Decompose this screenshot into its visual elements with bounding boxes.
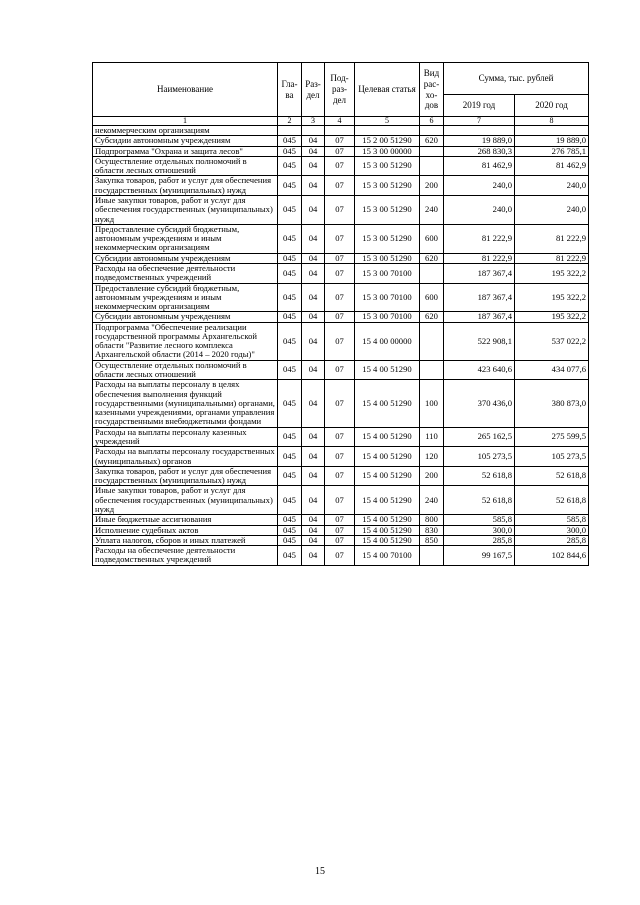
table-row (93, 322, 589, 360)
row-razdel: 04 (302, 136, 325, 146)
table-row (93, 156, 589, 176)
table-row (93, 447, 589, 467)
row-vid (420, 156, 444, 176)
row-name: Предоставление субсидий бюджетным, автономным учреждениям и иным некоммерческим организациям (93, 224, 278, 253)
row-sum-2019: 285,8 (444, 535, 515, 545)
row-sum-2019: 81 222,9 (444, 253, 515, 263)
budget-table (92, 62, 589, 566)
row-sum-2019: 52 618,8 (444, 486, 515, 515)
row-razdel: 04 (302, 447, 325, 467)
row-sum-2019: 99 167,5 (444, 546, 515, 566)
row-sum-2020 (515, 126, 589, 136)
row-glava: 045 (278, 535, 302, 545)
header-podrazdel: Под-раз-дел (325, 63, 355, 117)
row-target: 15 4 00 51290 (355, 380, 420, 427)
column-number: 3 (302, 117, 325, 126)
row-sum-2019: 187 367,4 (444, 312, 515, 322)
column-number: 6 (420, 117, 444, 126)
row-vid (420, 263, 444, 283)
header-razdel: Раз-дел (302, 63, 325, 117)
row-sum-2019: 522 908,1 (444, 322, 515, 360)
row-glava: 045 (278, 380, 302, 427)
row-sum-2019: 81 462,9 (444, 156, 515, 176)
row-podrazdel: 07 (325, 176, 355, 196)
header-name: Наименование (93, 63, 278, 117)
row-target: 15 3 00 51290 (355, 224, 420, 253)
row-razdel: 04 (302, 427, 325, 447)
row-sum-2020: 275 599,5 (515, 427, 589, 447)
row-podrazdel: 07 (325, 156, 355, 176)
row-vid: 110 (420, 427, 444, 447)
row-sum-2020: 195 322,2 (515, 312, 589, 322)
row-razdel: 04 (302, 380, 325, 427)
row-name: Подпрограмма "Обеспечение реализации государственной программы Архангельской области "Развитие лесного комплекса Архангельской области (2014 – 2020 годы)" (93, 322, 278, 360)
row-sum-2020: 81 222,9 (515, 224, 589, 253)
row-target: 15 3 00 51290 (355, 156, 420, 176)
row-glava: 045 (278, 253, 302, 263)
row-razdel: 04 (302, 253, 325, 263)
header-vid: Вид рас-хо-дов (420, 63, 444, 117)
row-sum-2020: 105 273,5 (515, 447, 589, 467)
table-row (93, 486, 589, 515)
header-year-2019: 2019 год (444, 95, 515, 117)
row-name: Расходы на выплаты персоналу казенных учреждений (93, 427, 278, 447)
row-sum-2020: 52 618,8 (515, 486, 589, 515)
table-row (93, 146, 589, 156)
row-target: 15 4 00 51290 (355, 535, 420, 545)
row-sum-2019: 81 222,9 (444, 224, 515, 253)
row-name: Субсидии автономным учреждениям (93, 136, 278, 146)
row-sum-2019: 370 436,0 (444, 380, 515, 427)
row-podrazdel: 07 (325, 322, 355, 360)
row-razdel: 04 (302, 283, 325, 312)
table-row (93, 535, 589, 545)
header-year-2020: 2020 год (515, 95, 589, 117)
row-sum-2019: 105 273,5 (444, 447, 515, 467)
row-name: Осуществление отдельных полномочий в области лесных отношений (93, 156, 278, 176)
row-sum-2019: 240,0 (444, 176, 515, 196)
row-sum-2020: 380 873,0 (515, 380, 589, 427)
table-row (93, 380, 589, 427)
row-sum-2019: 187 367,4 (444, 283, 515, 312)
table-row (93, 466, 589, 486)
row-name: Расходы на выплаты персоналу государственных (муниципальных) органов (93, 447, 278, 467)
row-podrazdel: 07 (325, 360, 355, 380)
row-razdel: 04 (302, 546, 325, 566)
row-name: Иные закупки товаров, работ и услуг для обеспечения государственных (муниципальных) нужд (93, 486, 278, 515)
row-glava: 045 (278, 546, 302, 566)
row-vid: 600 (420, 283, 444, 312)
row-glava: 045 (278, 322, 302, 360)
row-name: Субсидии автономным учреждениям (93, 253, 278, 263)
row-razdel: 04 (302, 263, 325, 283)
row-glava: 045 (278, 176, 302, 196)
column-number: 8 (515, 117, 589, 126)
row-glava (278, 126, 302, 136)
row-glava: 045 (278, 263, 302, 283)
row-podrazdel (325, 126, 355, 136)
row-razdel: 04 (302, 322, 325, 360)
table-row (93, 176, 589, 196)
row-glava: 045 (278, 136, 302, 146)
row-podrazdel: 07 (325, 195, 355, 224)
row-sum-2019: 300,0 (444, 525, 515, 535)
row-glava: 045 (278, 447, 302, 467)
row-sum-2020: 19 889,0 (515, 136, 589, 146)
row-name: Предоставление субсидий бюджетным, автономным учреждениям и иным некоммерческим организациям (93, 283, 278, 312)
row-sum-2020: 240,0 (515, 195, 589, 224)
row-target: 15 4 00 70100 (355, 546, 420, 566)
row-sum-2019: 19 889,0 (444, 136, 515, 146)
row-name: Иные закупки товаров, работ и услуг для обеспечения государственных (муниципальных) нужд (93, 195, 278, 224)
row-vid: 600 (420, 224, 444, 253)
row-glava: 045 (278, 466, 302, 486)
row-sum-2020: 81 222,9 (515, 253, 589, 263)
row-razdel: 04 (302, 146, 325, 156)
row-target: 15 4 00 51290 (355, 486, 420, 515)
row-glava: 045 (278, 427, 302, 447)
row-sum-2020: 537 022,2 (515, 322, 589, 360)
row-target: 15 4 00 51290 (355, 466, 420, 486)
row-name: Расходы на выплаты персоналу в целях обеспечения выполнения функций государственными (муниципальными) органами, казенными учреждениями, органами управления государственными внебюджетными фондами (93, 380, 278, 427)
row-podrazdel: 07 (325, 447, 355, 467)
row-sum-2020: 276 785,1 (515, 146, 589, 156)
column-number: 7 (444, 117, 515, 126)
row-sum-2020: 195 322,2 (515, 283, 589, 312)
page-number: 15 (315, 866, 325, 877)
row-target: 15 3 00 70100 (355, 283, 420, 312)
table-row (93, 360, 589, 380)
row-glava: 045 (278, 146, 302, 156)
row-podrazdel: 07 (325, 263, 355, 283)
row-podrazdel: 07 (325, 466, 355, 486)
row-podrazdel: 07 (325, 283, 355, 312)
row-sum-2019: 52 618,8 (444, 466, 515, 486)
row-target: 15 4 00 51290 (355, 360, 420, 380)
row-vid: 620 (420, 312, 444, 322)
row-razdel: 04 (302, 176, 325, 196)
table-row (93, 546, 589, 566)
row-glava: 045 (278, 312, 302, 322)
row-vid: 240 (420, 195, 444, 224)
row-razdel: 04 (302, 312, 325, 322)
row-glava: 045 (278, 283, 302, 312)
row-sum-2019 (444, 126, 515, 136)
row-vid: 200 (420, 466, 444, 486)
table-row (93, 136, 589, 146)
header-glava: Гла-ва (278, 63, 302, 117)
table-row (93, 525, 589, 535)
row-vid: 620 (420, 253, 444, 263)
column-number: 4 (325, 117, 355, 126)
row-podrazdel: 07 (325, 535, 355, 545)
row-sum-2020: 102 844,6 (515, 546, 589, 566)
row-target: 15 4 00 51290 (355, 525, 420, 535)
row-sum-2020: 434 077,6 (515, 360, 589, 380)
row-podrazdel: 07 (325, 515, 355, 525)
row-name: некоммерческим организациям (93, 126, 278, 136)
row-razdel: 04 (302, 525, 325, 535)
row-target: 15 2 00 51290 (355, 136, 420, 146)
column-number-row (93, 117, 589, 126)
row-glava: 045 (278, 515, 302, 525)
row-vid: 240 (420, 486, 444, 515)
row-podrazdel: 07 (325, 546, 355, 566)
row-target: 15 3 00 70100 (355, 263, 420, 283)
row-podrazdel: 07 (325, 146, 355, 156)
row-name: Закупка товаров, работ и услуг для обеспечения государственных (муниципальных) нужд (93, 466, 278, 486)
header-target: Целевая статья (355, 63, 420, 117)
row-glava: 045 (278, 486, 302, 515)
row-sum-2019: 265 162,5 (444, 427, 515, 447)
row-podrazdel: 07 (325, 136, 355, 146)
row-sum-2019: 187 367,4 (444, 263, 515, 283)
row-vid: 830 (420, 525, 444, 535)
row-name: Закупка товаров, работ и услуг для обеспечения государственных (муниципальных) нужд (93, 176, 278, 196)
row-name: Осуществление отдельных полномочий в области лесных отношений (93, 360, 278, 380)
row-vid: 620 (420, 136, 444, 146)
table-row (93, 312, 589, 322)
row-razdel: 04 (302, 515, 325, 525)
row-razdel: 04 (302, 466, 325, 486)
row-vid (420, 546, 444, 566)
column-number: 5 (355, 117, 420, 126)
table-row (93, 224, 589, 253)
row-name: Расходы на обеспечение деятельности подведомственных учреждений (93, 263, 278, 283)
row-razdel: 04 (302, 486, 325, 515)
row-glava: 045 (278, 224, 302, 253)
row-sum-2020: 585,8 (515, 515, 589, 525)
row-glava: 045 (278, 525, 302, 535)
row-target: 15 4 00 00000 (355, 322, 420, 360)
row-vid (420, 322, 444, 360)
row-name: Иные бюджетные ассигнования (93, 515, 278, 525)
table-row (93, 126, 589, 136)
row-vid: 850 (420, 535, 444, 545)
row-name: Субсидии автономным учреждениям (93, 312, 278, 322)
row-sum-2020: 81 462,9 (515, 156, 589, 176)
row-name: Уплата налогов, сборов и иных платежей (93, 535, 278, 545)
row-razdel: 04 (302, 535, 325, 545)
row-razdel: 04 (302, 156, 325, 176)
row-glava: 045 (278, 195, 302, 224)
row-vid: 120 (420, 447, 444, 467)
row-target (355, 126, 420, 136)
column-number: 2 (278, 117, 302, 126)
row-vid: 800 (420, 515, 444, 525)
row-name: Расходы на обеспечение деятельности подведомственных учреждений (93, 546, 278, 566)
row-sum-2020: 285,8 (515, 535, 589, 545)
header-sum: Сумма, тыс. рублей (444, 63, 589, 95)
row-vid (420, 126, 444, 136)
row-razdel (302, 126, 325, 136)
row-razdel: 04 (302, 360, 325, 380)
row-vid: 200 (420, 176, 444, 196)
row-sum-2019: 585,8 (444, 515, 515, 525)
row-target: 15 4 00 51290 (355, 427, 420, 447)
row-target: 15 4 00 51290 (355, 447, 420, 467)
row-name: Исполнение судебных актов (93, 525, 278, 535)
row-podrazdel: 07 (325, 427, 355, 447)
row-podrazdel: 07 (325, 380, 355, 427)
row-vid (420, 146, 444, 156)
row-sum-2019: 423 640,6 (444, 360, 515, 380)
row-target: 15 3 00 70100 (355, 312, 420, 322)
row-target: 15 3 00 51290 (355, 195, 420, 224)
row-podrazdel: 07 (325, 224, 355, 253)
row-sum-2020: 52 618,8 (515, 466, 589, 486)
row-sum-2019: 268 830,3 (444, 146, 515, 156)
row-vid (420, 360, 444, 380)
row-target: 15 3 00 51290 (355, 253, 420, 263)
row-podrazdel: 07 (325, 525, 355, 535)
table-row (93, 427, 589, 447)
row-glava: 045 (278, 360, 302, 380)
row-sum-2020: 240,0 (515, 176, 589, 196)
column-number: 1 (93, 117, 278, 126)
row-sum-2019: 240,0 (444, 195, 515, 224)
row-sum-2020: 195 322,2 (515, 263, 589, 283)
table-row (93, 515, 589, 525)
row-glava: 045 (278, 156, 302, 176)
row-target: 15 3 00 00000 (355, 146, 420, 156)
table-body (93, 126, 589, 566)
row-podrazdel: 07 (325, 312, 355, 322)
table-row (93, 195, 589, 224)
table-row (93, 253, 589, 263)
row-vid: 100 (420, 380, 444, 427)
row-razdel: 04 (302, 224, 325, 253)
row-podrazdel: 07 (325, 253, 355, 263)
row-name: Подпрограмма "Охрана и защита лесов" (93, 146, 278, 156)
row-target: 15 4 00 51290 (355, 515, 420, 525)
row-sum-2020: 300,0 (515, 525, 589, 535)
row-razdel: 04 (302, 195, 325, 224)
row-target: 15 3 00 51290 (355, 176, 420, 196)
table-row (93, 283, 589, 312)
table-row (93, 263, 589, 283)
row-podrazdel: 07 (325, 486, 355, 515)
